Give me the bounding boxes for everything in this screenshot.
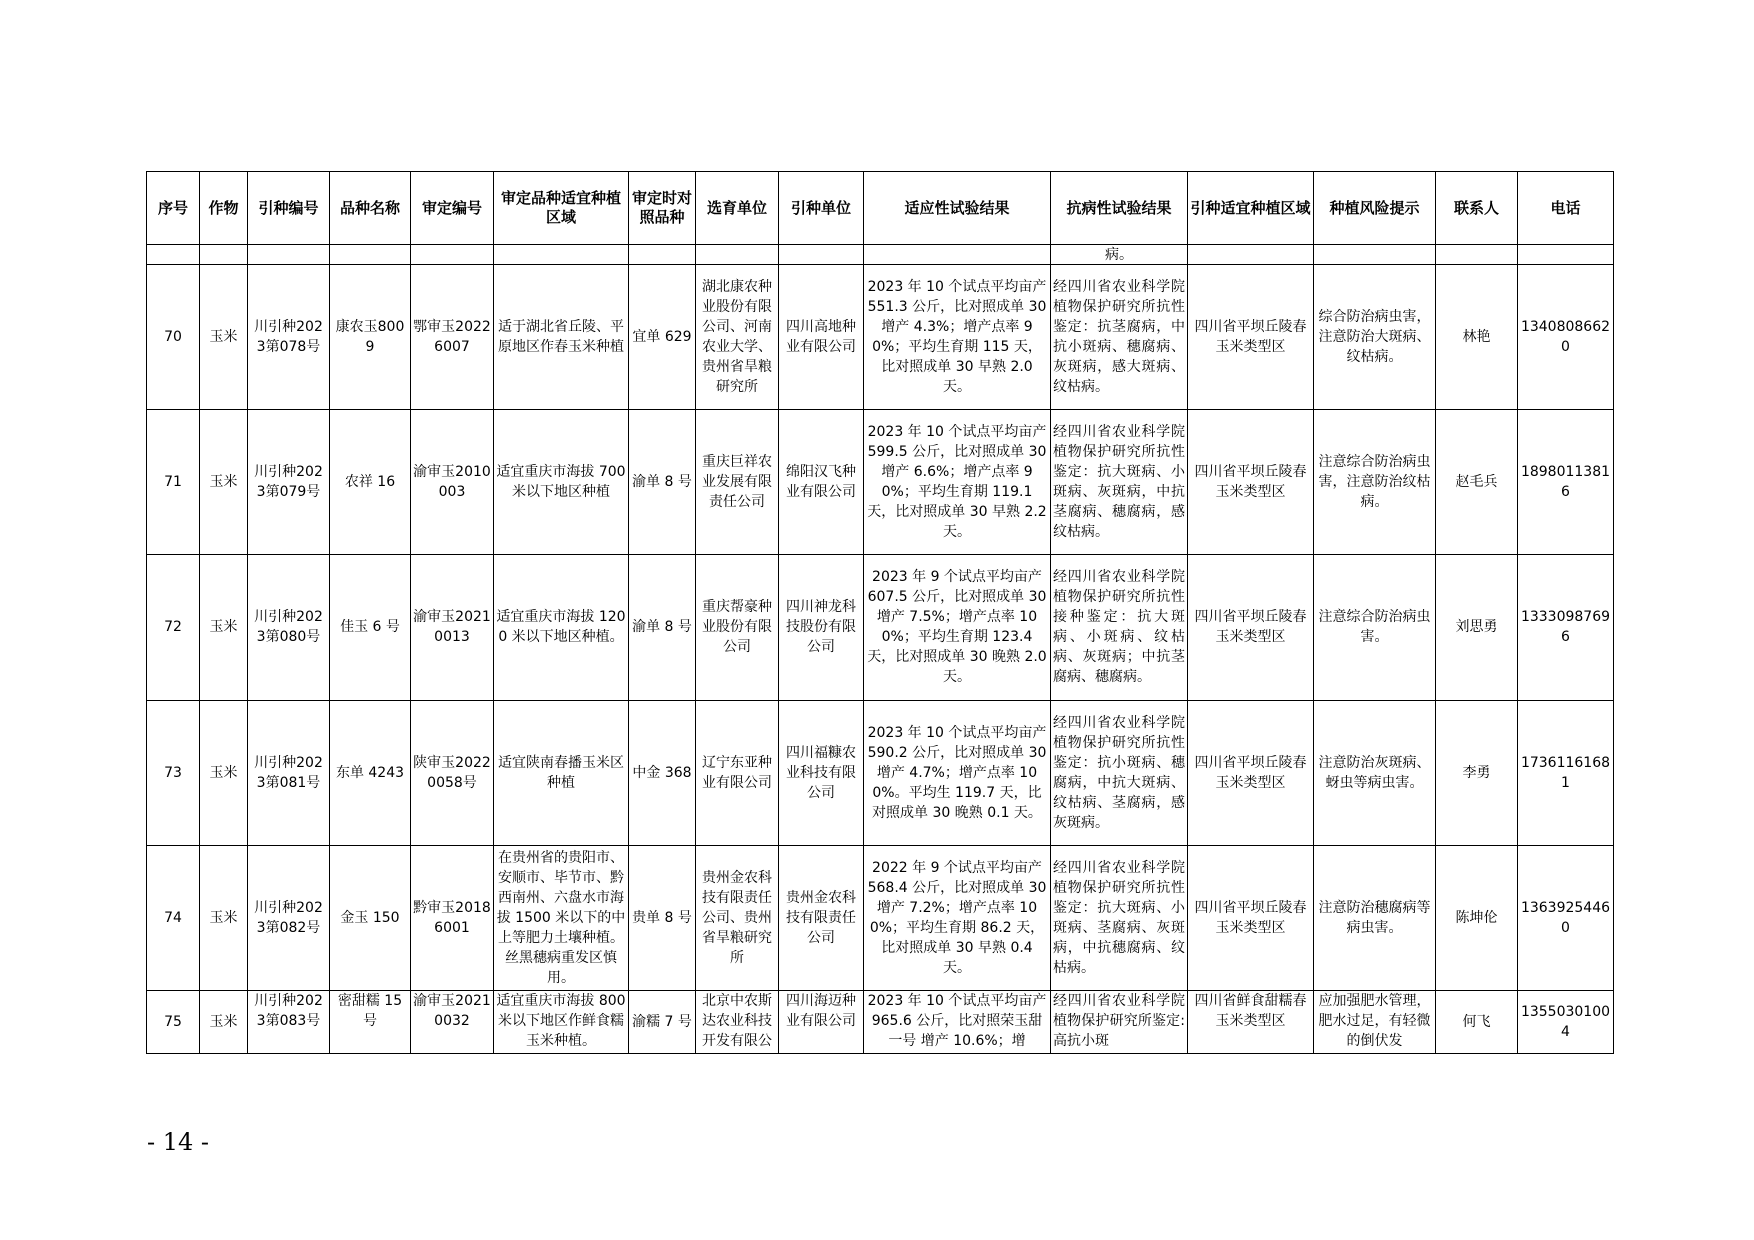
header-breeder: 选育单位	[696, 172, 779, 245]
cell-intro-no: 川引种2023第080号	[248, 555, 330, 700]
cell-breeder: 重庆帮豪种业股份有限公司	[696, 555, 779, 700]
cell-introducer: 四川神龙科技股份有限公司	[779, 555, 864, 700]
cell-approved-area: 适于湖北省丘陵、平原地区作春玉米种植	[494, 265, 629, 410]
cell-adapt-result: 2023 年 9 个试点平均亩产 607.5 公斤，比对照成单 30 增产 7.5%；增产点率 100%；平均生育期 123.4 天，比对照成单 30 晚熟 2.0 天。	[864, 555, 1051, 700]
cell-check-variety: 宜单 629	[629, 265, 696, 410]
cell-approval-no: 渝审玉20210032	[411, 990, 494, 1053]
header-variety: 品种名称	[330, 172, 411, 245]
cell-contact: 刘思勇	[1436, 555, 1518, 700]
header-resist-result: 抗病性试验结果	[1051, 172, 1188, 245]
cell-risk: 注意防治灰斑病、蚜虫等病虫害。	[1314, 700, 1436, 845]
cell-approved-area: 适宜重庆市海拔 800 米以下地区作鲜食糯玉米种植。	[494, 990, 629, 1053]
cell-resist-result: 经四川省农业科学院植物保护研究所抗性鉴定：抗茎腐病，中抗小斑病、穗腐病、灰斑病，感大斑病、纹枯病。	[1051, 265, 1188, 410]
cell-crop: 玉米	[200, 410, 248, 555]
header-phone: 电话	[1518, 172, 1614, 245]
cell-seq: 75	[147, 990, 200, 1053]
cell-risk: 注意综合防治病虫害。	[1314, 555, 1436, 700]
cell-phone: 17361161681	[1518, 700, 1614, 845]
cell-crop: 玉米	[200, 700, 248, 845]
cell-phone: 18980113816	[1518, 410, 1614, 555]
cell-variety: 佳玉 6 号	[330, 555, 411, 700]
cell-adapt-result: 2023 年 10 个试点平均亩产 551.3 公斤，比对照成单 30 增产 4.3%；增产点率 90%；平均生育期 115 天，比对照成单 30 早熟 2.0 天。	[864, 265, 1051, 410]
cell-resist-result: 经四川省农业科学院植物保护研究所抗性接种鉴定：抗大斑病、小斑病、纹枯病、灰斑病；中抗茎腐病、穗腐病。	[1051, 555, 1188, 700]
cell-contact: 李勇	[1436, 700, 1518, 845]
cell-seq: 74	[147, 845, 200, 990]
cell-introducer: 四川海迈种业有限公司	[779, 990, 864, 1053]
cell-risk: 注意综合防治病虫害，注意防治纹枯病。	[1314, 410, 1436, 555]
cell-intro-no: 川引种2023第082号	[248, 845, 330, 990]
cell-intro-area: 四川省平坝丘陵春玉米类型区	[1188, 410, 1314, 555]
cell-seq: 73	[147, 700, 200, 845]
resist-continuation: 病。	[1051, 245, 1188, 265]
cell-introducer: 四川高地种业有限公司	[779, 265, 864, 410]
cell-contact: 赵毛兵	[1436, 410, 1518, 555]
cell-resist-result: 经四川省农业科学院植物保护研究所抗性鉴定：抗大斑病、小斑病、灰斑病，中抗茎腐病、穗腐病，感纹枯病。	[1051, 410, 1188, 555]
cell-crop: 玉米	[200, 990, 248, 1053]
cell-phone: 13408086620	[1518, 265, 1614, 410]
cell-intro-no: 川引种2023第078号	[248, 265, 330, 410]
cell-seq: 70	[147, 265, 200, 410]
table-row	[147, 555, 1614, 700]
cell-intro-area: 四川省平坝丘陵春玉米类型区	[1188, 555, 1314, 700]
cell-seq: 72	[147, 555, 200, 700]
table-header-row	[147, 172, 1614, 245]
cell-check-variety: 中金 368	[629, 700, 696, 845]
cell-check-variety: 渝单 8 号	[629, 555, 696, 700]
cell-adapt-result: 2022 年 9 个试点平均亩产 568.4 公斤，比对照成单 30 增产 7.2%；增产点率 100%；平均生育期 86.2 天，比对照成单 30 早熟 0.4 天。	[864, 845, 1051, 990]
cell-approval-no: 渝审玉20210013	[411, 555, 494, 700]
cell-breeder: 重庆巨祥农业发展有限责任公司	[696, 410, 779, 555]
cell-intro-no: 川引种2023第083号	[248, 990, 330, 1053]
header-check-variety: 审定时对照品种	[629, 172, 696, 245]
cell-intro-area: 四川省平坝丘陵春玉米类型区	[1188, 265, 1314, 410]
cell-check-variety: 贵单 8 号	[629, 845, 696, 990]
cell-approved-area: 适宜重庆市海拔 700 米以下地区种植	[494, 410, 629, 555]
header-introducer: 引种单位	[779, 172, 864, 245]
cell-check-variety: 渝糯 7 号	[629, 990, 696, 1053]
continuation-row	[147, 245, 1614, 265]
cell-contact: 林艳	[1436, 265, 1518, 410]
cell-intro-area: 四川省平坝丘陵春玉米类型区	[1188, 700, 1314, 845]
table-row	[147, 990, 1614, 1053]
header-contact: 联系人	[1436, 172, 1518, 245]
cell-phone: 13330987696	[1518, 555, 1614, 700]
cell-introducer: 绵阳汉飞种业有限公司	[779, 410, 864, 555]
cell-variety: 康农玉8009	[330, 265, 411, 410]
cell-seq: 71	[147, 410, 200, 555]
cell-adapt-result: 2023 年 10 个试点平均亩产 965.6 公斤，比对照荣玉甜一号 增产 10.6%；增	[864, 990, 1051, 1053]
header-risk: 种植风险提示	[1314, 172, 1436, 245]
cell-approval-no: 渝审玉2010003	[411, 410, 494, 555]
cell-adapt-result: 2023 年 10 个试点平均亩产 590.2 公斤，比对照成单 30 增产 4.7%；增产点率 100%。平均生 119.7 天，比对照成单 30 晚熟 0.1 天。	[864, 700, 1051, 845]
cell-risk: 综合防治病虫害，注意防治大斑病、纹枯病。	[1314, 265, 1436, 410]
cell-contact: 陈坤伦	[1436, 845, 1518, 990]
cell-crop: 玉米	[200, 555, 248, 700]
cell-approved-area: 在贵州省的贵阳市、安顺市、毕节市、黔西南州、六盘水市海拔 1500 米以下的中上等肥力土壤种植。丝黑穗病重发区慎用。	[494, 845, 629, 990]
cell-resist-result: 经四川省农业科学院植物保护研究所抗性鉴定：抗小斑病、穗腐病，中抗大斑病、纹枯病、茎腐病，感灰斑病。	[1051, 700, 1188, 845]
cell-approved-area: 适宜重庆市海拔 1200 米以下地区种植。	[494, 555, 629, 700]
cell-intro-no: 川引种2023第079号	[248, 410, 330, 555]
cell-variety: 密甜糯 15 号	[330, 990, 411, 1053]
page-number: - 14 -	[147, 1128, 210, 1156]
header-approval-no: 审定编号	[411, 172, 494, 245]
header-adapt-result: 适应性试验结果	[864, 172, 1051, 245]
cell-crop: 玉米	[200, 265, 248, 410]
header-approved-area: 审定品种适宜种植区域	[494, 172, 629, 245]
cell-variety: 金玉 150	[330, 845, 411, 990]
table-row	[147, 700, 1614, 845]
cell-intro-no: 川引种2023第081号	[248, 700, 330, 845]
cell-resist-result: 经四川省农业科学院植物保护研究所鉴定:高抗小斑	[1051, 990, 1188, 1053]
header-intro-no: 引种编号	[248, 172, 330, 245]
table-row	[147, 410, 1614, 555]
cell-introducer: 四川福糠农业科技有限公司	[779, 700, 864, 845]
table-row	[147, 845, 1614, 990]
cell-breeder: 北京中农斯达农业科技开发有限公	[696, 990, 779, 1053]
cell-intro-area: 四川省平坝丘陵春玉米类型区	[1188, 845, 1314, 990]
header-seq: 序号	[147, 172, 200, 245]
cell-breeder: 辽宁东亚种业有限公司	[696, 700, 779, 845]
cell-variety: 农祥 16	[330, 410, 411, 555]
header-intro-area: 引种适宜种植区域	[1188, 172, 1314, 245]
cell-resist-result: 经四川省农业科学院植物保护研究所抗性鉴定：抗大斑病、小斑病、茎腐病、灰斑病，中抗穗腐病、纹枯病。	[1051, 845, 1188, 990]
cell-phone: 13639254460	[1518, 845, 1614, 990]
cell-check-variety: 渝单 8 号	[629, 410, 696, 555]
cell-introducer: 贵州金农科技有限责任公司	[779, 845, 864, 990]
cell-risk: 应加强肥水管理，肥水过足，有轻微的倒伏发	[1314, 990, 1436, 1053]
cell-intro-area: 四川省鲜食甜糯春玉米类型区	[1188, 990, 1314, 1053]
cell-approved-area: 适宜陕南春播玉米区种植	[494, 700, 629, 845]
cell-adapt-result: 2023 年 10 个试点平均亩产 599.5 公斤，比对照成单 30 增产 6.6%；增产点率 90%；平均生育期 119.1 天，比对照成单 30 早熟 2.2 天。	[864, 410, 1051, 555]
cell-risk: 注意防治穗腐病等病虫害。	[1314, 845, 1436, 990]
cell-breeder: 贵州金农科技有限责任公司、贵州省旱粮研究所	[696, 845, 779, 990]
table-row	[147, 265, 1614, 410]
cell-approval-no: 黔审玉20186001	[411, 845, 494, 990]
cell-variety: 东单 4243	[330, 700, 411, 845]
cell-approval-no: 陕审玉20220058号	[411, 700, 494, 845]
cell-phone: 13550301004	[1518, 990, 1614, 1053]
cell-approval-no: 鄂审玉20226007	[411, 265, 494, 410]
cell-breeder: 湖北康农种业股份有限公司、河南农业大学、贵州省旱粮研究所	[696, 265, 779, 410]
cell-crop: 玉米	[200, 845, 248, 990]
cell-contact: 何飞	[1436, 990, 1518, 1053]
variety-introduction-table	[146, 171, 1614, 1054]
header-crop: 作物	[200, 172, 248, 245]
